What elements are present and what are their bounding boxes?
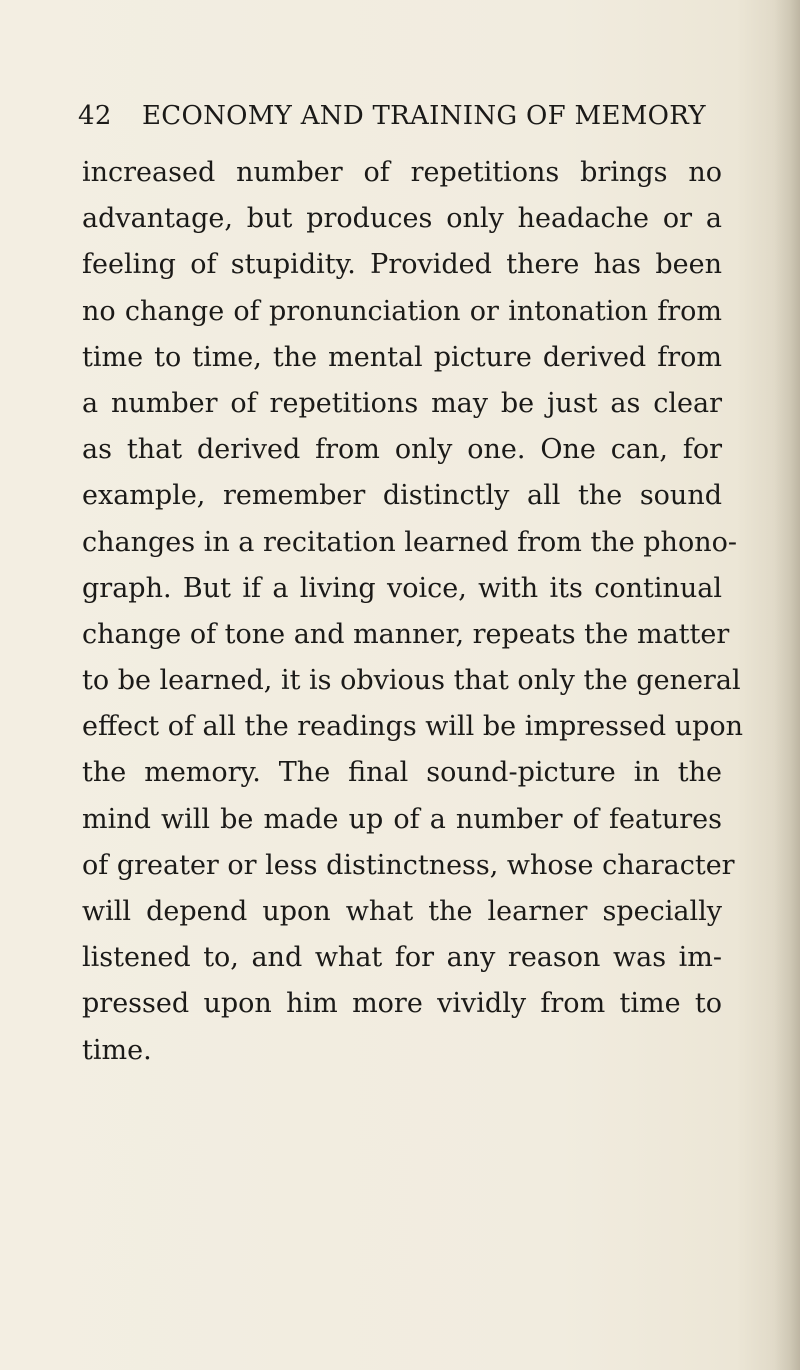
text-line: of greater or less distinctness, whose character (82, 849, 735, 881)
text-line: listened to, and what for any reason was im- (82, 942, 722, 974)
body-text (82, 150, 744, 1074)
text-line: time. (82, 1034, 152, 1066)
text-line: mind will be made up of a number of features (82, 803, 722, 835)
text-line: advantage, but produces only headache or a (82, 203, 722, 235)
text-line: graph. But if a living voice, with its continual (82, 572, 722, 604)
page-edge-shadow (774, 0, 800, 1370)
text-line: pressed upon him more vividly from time to (82, 988, 722, 1020)
page-number: 42 (78, 101, 112, 131)
text-line: increased number of repetitions brings no (82, 157, 722, 188)
text-line: will depend upon what the learner specially (82, 896, 722, 927)
running-title: ECONOMY AND TRAINING OF MEMORY (142, 101, 706, 131)
text-line: example, remember distinctly all the sound (82, 480, 722, 512)
text-line: the memory. The final sound-picture in the (82, 757, 722, 789)
running-head (78, 96, 718, 136)
text-line: a number of repetitions may be just as clear (82, 387, 722, 419)
text-line: no change of pronunciation or intonation from (82, 295, 722, 327)
text-line: change of tone and manner, repeats the matter (82, 618, 730, 650)
text-line: effect of all the readings will be impressed upon (82, 711, 744, 743)
text-line: time to time, the mental picture derived from (82, 341, 722, 373)
text-line: to be learned, it is obvious that only the general (82, 665, 741, 697)
text-line: as that derived from only one. One can, for (82, 434, 722, 466)
text-line: changes in a recitation learned from the phono- (82, 526, 737, 558)
text-line: feeling of stupidity. Provided there has been (82, 249, 722, 281)
